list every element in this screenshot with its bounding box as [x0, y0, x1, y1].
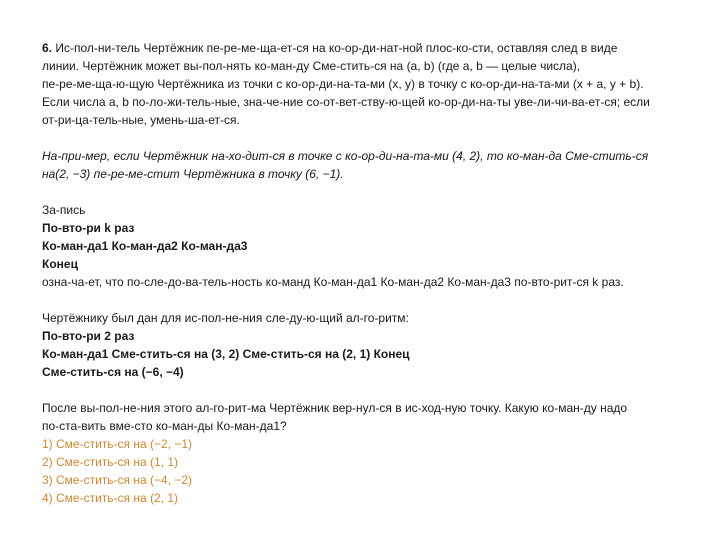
algorithm-line-1: По-вто-ри 2 раз [42, 329, 135, 343]
question-line-1: После вы-пол-не-ния этого ал-го-рит-ма Чертёжник вер-нул-ся в ис-ход-ную точку. Какую ко-ман-ду надо [42, 401, 628, 415]
record-meaning: озна-ча-ет, что по-сле-до-ва-тель-ность ко-манд Ко-ман-да1 Ко-ман-да2 Ко-ман-да3 по-вто-рит-ся k раз. [42, 275, 624, 289]
task-intro-line-3: пе-ре-ме-ща-ю-щую Чертёжника из точки с ко-ор-ди-на-та-ми (x, y) в точку с ко-ор-ди-на-та-ми (x + a, y + b). [42, 77, 644, 91]
task-intro-line-2: линии. Чертёжник может вы-пол-нять ко-ман-ду Сме-стить-ся на (a, b) (где a, b — целые числа), [42, 59, 581, 73]
algorithm-line-3: Сме-стить-ся на (−6, −4) [42, 365, 184, 379]
record-line-2: Ко-ман-да1 Ко-ман-да2 Ко-ман-да3 [42, 239, 248, 253]
answer-option-1[interactable]: 1) Сме-стить-ся на (−2, −1) [42, 437, 193, 451]
task-intro-line-4: Если числа a, b по-ло-жи-тель-ные, зна-че-ние со-от-вет-ству-ю-щей ко-ор-ди-на-ты уве-ли-чи-ва-ет-ся; если [42, 95, 650, 109]
question-line-2: по-ста-вить вме-сто ко-ман-ды Ко-ман-да1? [42, 419, 287, 433]
example-line-1: На-при-мер, если Чертёжник на-хо-дит-ся в точке с ко-ор-ди-на-та-ми (4, 2), то ко-ман-да Сме-стить-ся [42, 149, 649, 163]
record-label: За-пись [42, 203, 86, 217]
record-line-1: По-вто-ри k раз [42, 221, 135, 235]
answer-option-2[interactable]: 2) Сме-стить-ся на (1, 1) [42, 455, 179, 469]
answer-option-3[interactable]: 3) Сме-стить-ся на (−4, −2) [42, 473, 193, 487]
answer-option-4[interactable]: 4) Сме-стить-ся на (2, 1) [42, 491, 179, 505]
record-line-3: Конец [42, 257, 78, 271]
task-intro-line-5: от-ри-ца-тель-ные, умень-ша-ет-ся. [42, 113, 240, 127]
given-label: Чертёжнику был дан для ис-пол-не-ния сле-ду-ю-щий ал-го-ритм: [42, 311, 409, 325]
task-intro-line-1: 6. Ис-пол-ни-тель Чертёжник пе-ре-ме-ща-ет-ся на ко-ор-ди-нат-ной плос-ко-сти, оставляя след в виде [42, 41, 618, 55]
algorithm-line-2: Ко-ман-да1 Сме-стить-ся на (3, 2) Сме-стить-ся на (2, 1) Конец [42, 347, 410, 361]
task-number: 6. [42, 41, 53, 55]
example-line-2: на(2, −3) пе-ре-ме-стит Чертёжника в точку (6, −1). [42, 167, 344, 181]
